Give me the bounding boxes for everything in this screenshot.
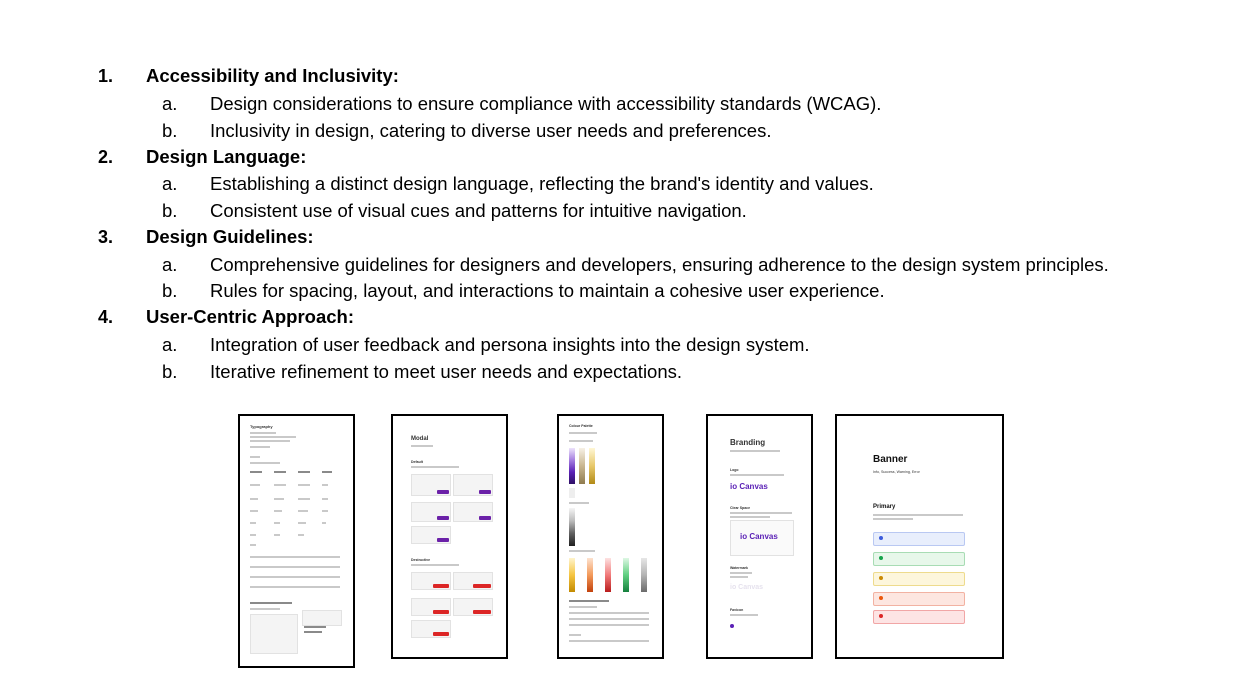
error-banner-secondary <box>873 610 965 624</box>
banner-thumbnail <box>835 414 1004 659</box>
item-letter: a. <box>162 173 178 194</box>
branding-watermark-label: Watermark <box>730 566 748 570</box>
thumbnail-title: Typography <box>250 424 273 429</box>
item-text: Consistent use of visual cues and patterns for intuitive navigation. <box>210 200 747 221</box>
branding-logo: io Canvas <box>730 482 768 491</box>
typography-thumbnail <box>238 414 355 668</box>
modal-destructive-label: Destructive <box>411 558 431 562</box>
modal-default-label: Default <box>411 460 423 464</box>
warning-banner <box>873 572 965 586</box>
error-banner <box>873 592 965 606</box>
item-text: Comprehensive guidelines for designers and developers, ensuring adherence to the design system principles. <box>210 254 1109 275</box>
section-number: 4. <box>98 307 114 327</box>
info-banner <box>873 532 965 546</box>
section-heading: User-Centric Approach: <box>146 306 354 327</box>
section-number: 3. <box>98 227 114 247</box>
section-heading: Design Language: <box>146 146 307 167</box>
item-text: Design considerations to ensure compliance with accessibility standards (WCAG). <box>210 93 882 114</box>
item-letter: b. <box>162 120 178 141</box>
section-heading: Design Guidelines: <box>146 226 314 247</box>
item-letter: b. <box>162 200 178 221</box>
branding-clear-space-label: Clear Space <box>730 506 751 510</box>
section-number: 2. <box>98 147 114 167</box>
item-text: Establishing a distinct design language, reflecting the brand's identity and values. <box>210 173 874 194</box>
banner-primary-label: Primary <box>873 504 896 510</box>
modal-thumbnail <box>391 414 508 659</box>
thumbnail-title: Branding <box>730 438 766 447</box>
favicon-icon <box>730 624 734 628</box>
thumbnail-title: Colour Palette <box>569 424 593 428</box>
branding-thumbnail <box>706 414 813 659</box>
item-letter: a. <box>162 93 178 114</box>
section-number: 1. <box>98 66 114 86</box>
branding-favicon-label: Favicon <box>730 608 744 612</box>
section-heading: Accessibility and Inclusivity: <box>146 65 399 86</box>
item-letter: b. <box>162 361 178 382</box>
thumbnail-title: Modal <box>411 436 429 442</box>
item-letter: a. <box>162 334 178 355</box>
thumbnail-title: Banner <box>873 454 908 465</box>
item-letter: a. <box>162 254 178 275</box>
banner-subtitle: Info, Success, Warning, Error <box>873 470 920 474</box>
item-letter: b. <box>162 280 178 301</box>
branding-logo-label: Logo <box>730 468 739 472</box>
branding-watermark: io Canvas <box>730 584 764 591</box>
colour-palette-thumbnail <box>557 414 664 659</box>
item-text: Iterative refinement to meet user needs and expectations. <box>210 361 683 382</box>
item-text: Rules for spacing, layout, and interactions to maintain a cohesive user experience. <box>210 280 885 301</box>
success-banner <box>873 552 965 566</box>
branding-clear-space-logo: io Canvas <box>740 532 778 541</box>
item-text: Integration of user feedback and persona insights into the design system. <box>210 334 810 355</box>
item-text: Inclusivity in design, catering to diverse user needs and preferences. <box>210 120 772 141</box>
